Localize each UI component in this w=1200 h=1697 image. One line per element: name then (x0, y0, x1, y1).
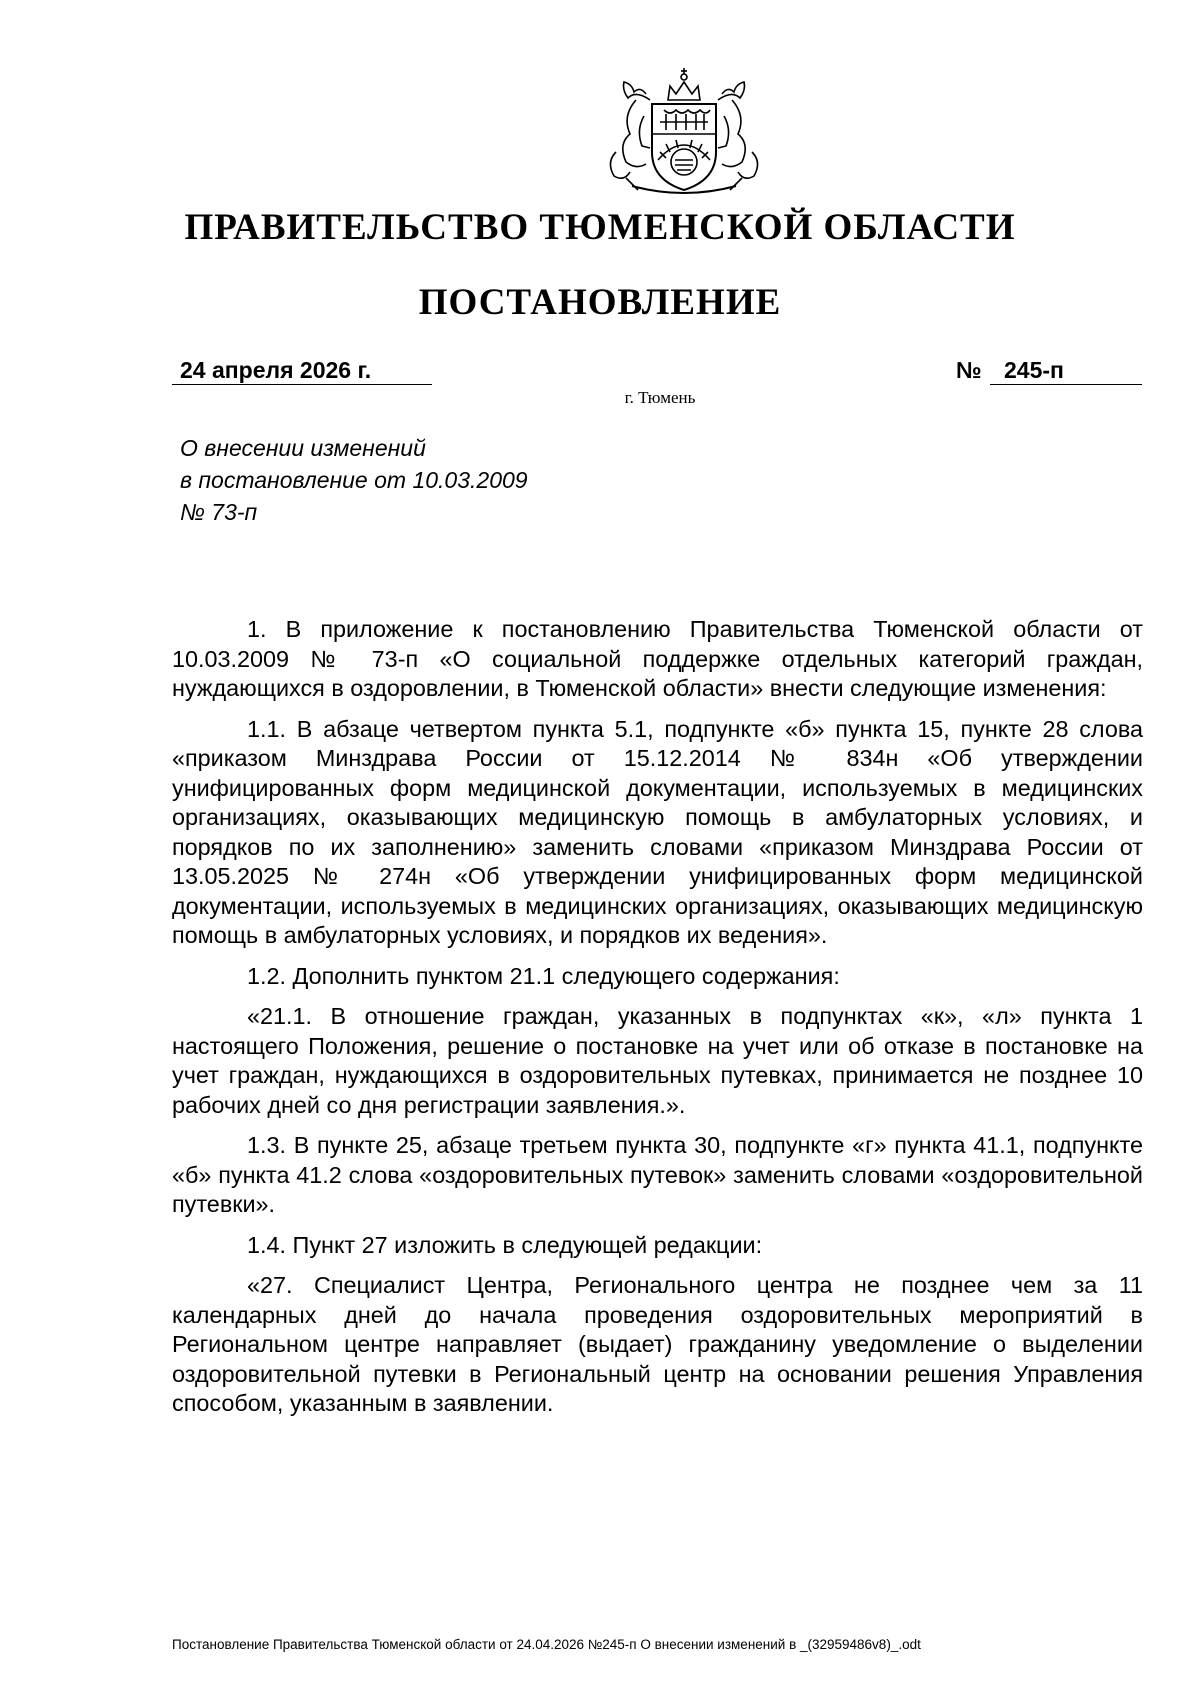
body-paragraph: 1.2. Дополнить пунктом 21.1 следующего содержания: (247, 962, 840, 989)
city: г. Тюмень (624, 388, 696, 407)
organization-title: ПРАВИТЕЛЬСТВО ТЮМЕНСКОЙ ОБЛАСТИ (184, 207, 1016, 248)
body-paragraph: «21.1. В отношение граждан, указанных в подпунктах «к», «л» пункта 1 настоящего Положения, решение о постановке на учет или об отказе в постановке на учет граждан, нуждающихся в оздоровительных путевках, принимается не позднее 10 рабочих дней со дня регистрации заявления.». (172, 1003, 1143, 1118)
subject-line: № 73-п (180, 499, 258, 525)
subject-line: в постановление от 10.03.2009 (180, 467, 528, 493)
document-date: 24 апреля 2026 г. (180, 357, 372, 383)
page-footer: Постановление Правительства Тюменской области от 24.04.2026 №245-п О внесении изменений в _(32959486v8)_.odt (172, 1637, 921, 1652)
body-paragraph: 1.1. В абзаце четвертом пункта 5.1, подпункте «б» пункта 15, пункте 28 слова «приказом Минздрава России от 15.12.2014 № 834н «Об утверждении унифицированных форм медицинской документации, используемых в медицинских организациях, оказывающих медицинскую помощь в амбулаторных условиях, и порядков по их заполнению» заменить словами «приказом Минздрава России от 13.05.2025 № 274н «Об утверждении унифицированных форм медицинской документации, используемых в медицинских организациях, оказывающих медицинскую помощь в амбулаторных условиях, и порядков их ведения». (172, 715, 1143, 948)
document-body (172, 615, 1143, 1430)
number-sign: № (956, 357, 982, 383)
body-paragraph: 1.4. Пункт 27 изложить в следующей редакции: (247, 1231, 763, 1258)
document-number: 245-п (1004, 357, 1064, 383)
subject-line: О внесении изменений (180, 435, 426, 461)
body-paragraph: 1. В приложение к постановлению Правительства Тюменской области от 10.03.2009 № 73-п «О социальной поддержке отдельных категорий граждан, нуждающихся в оздоровлении, в Тюменской области» внести следующие изменения: (172, 616, 1143, 701)
document-number-underline (990, 356, 1142, 385)
coat-of-arms-icon (596, 60, 772, 200)
document-subject (180, 432, 740, 528)
body-paragraph: 1.3. В пункте 25, абзаце третьем пункта 30, подпункте «г» пункта 41.1, подпункте «б» пункта 41.2 слова «оздоровительных путевок» заменить словами «оздоровительной путевки». (172, 1132, 1143, 1217)
document-date-field (172, 356, 432, 385)
document-number-field (956, 356, 1142, 384)
document-type: ПОСТАНОВЛЕНИЕ (418, 282, 782, 323)
body-paragraph: «27. Специалист Центра, Регионального центра не позднее чем за 11 календарных дней до начала проведения оздоровительных мероприятий в Региональном центре направляет (выдает) гражданину уведомление о выделении оздоровительной путевки в Региональный центр на основании решения Управления способом, указанным в заявлении. (172, 1272, 1143, 1416)
